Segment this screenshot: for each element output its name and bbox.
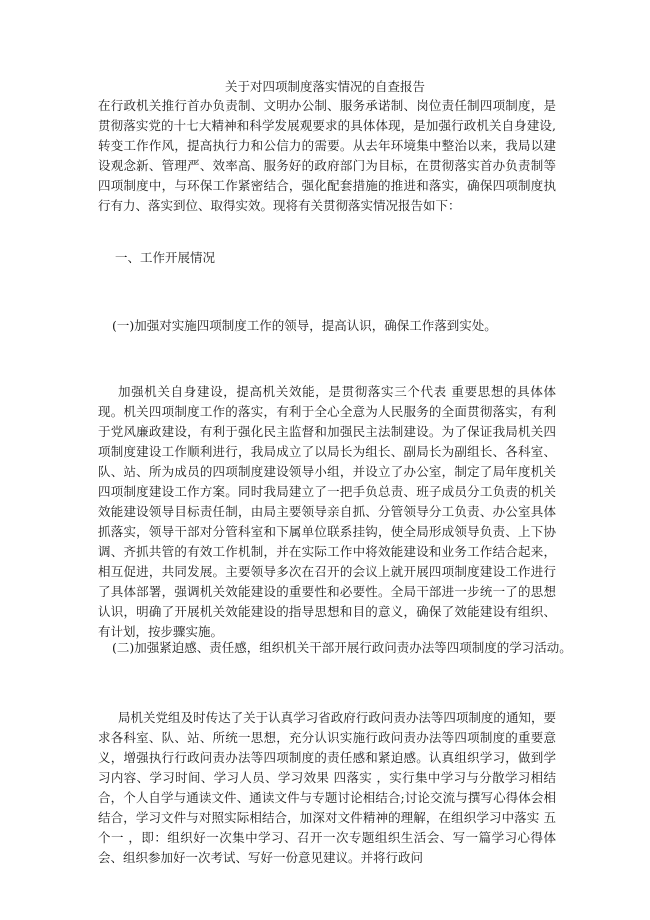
subsection-heading-1: (一)加强对实施四项制度工作的领导，提高认识，确保工作落到实处。 bbox=[112, 318, 497, 333]
document-title: 关于对四项制度落实情况的自查报告 bbox=[224, 79, 425, 94]
subsection-body-2: 局机关党组及时传达了关于认真学习省政府行政问责办法等四项制度的通知，要求各科室、队、站、所统一思想，充分认识实施行政问责办法等四项制度的重要意义，增强执行行政问责办法等四项制度的责任感和紧迫感。认真组织学习，做到学习内容、学习时间、学习人员、学习效果 四落实 ，实行集中学习与分散学习相结合，个人自学与通读文件、通读文件与专题讨论相结合;讨论交流与撰写心得体会相结合，学习文件与对照实际相结合，加深对文件精神的理解，在组织学习中落实 五个一 ，即：组织好一次集中学习、召开一次专题组织生活会、写一篇学习心得体会、组织参加好一次考试、写好一份意见建议。并将行政问 bbox=[98, 710, 556, 865]
intro-paragraph: 在行政机关推行首办负责制、文明办公制、服务承诺制、岗位责任制四项制度，是贯彻落实党的十七大精神和科学发展观要求的具体体现，是加强行政机关自身建设,转变工作作风，提高执行力和公信力的需要。从去年环境集中整治以来，我局以建设观念新、管理严、效率高、服务好的政府部门为目标，在贯彻落实首办负责制等四项制度中，与环保工作紧密结合，强化配套措施的推进和落实，确保四项制度执行有力、落实到位、取得实效。现将有关贯彻落实情况报告如下： bbox=[98, 98, 556, 213]
subsection-body-1: 加强机关自身建设，提高机关效能，是贯彻落实三个代表 重要思想的具体体现。机关四项制度工作的落实，有利于全心全意为人民服务的全面贯彻落实，有利于党风廉政建设，有利于强化民主监督和加强民主法制建设。为了保证我局机关四项制度建设工作顺利进行，我局成立了以局长为组长、副局长为副组长、各科室、队、站、所为成员的四项制度建设领导小组，并设立了办公室，制定了局年度机关四项制度建设工作方案。同时我局建立了一把手负总责、班子成员分工负责的机关效能建设领导目标责任制，由局主要领导亲自抓、分管领导分工负责、办公室具体抓落实，领导干部对分管科室和下属单位联系挂钩，使全局形成领导负责、上下协调、齐抓共管的有效工作机制，并在实际工作中将效能建设和业务工作结合起来，相互促进，共同发展。主要领导多次在召开的会议上就开展四项制度建设工作进行了具体部署，强调机关效能建设的重要性和必要性。全局干部进一步统一了的思想认识，明确了开展机关效能建设的指导思想和目的意义，确保了效能建设有组织、有计划，按步骤实施。 bbox=[98, 384, 556, 639]
section-heading-1: 一、工作开展情况 bbox=[115, 250, 216, 265]
subsection-heading-2: (二)加强紧迫感、责任感，组织机关干部开展行政问责办法等四项制度的学习活动。 bbox=[112, 640, 572, 655]
